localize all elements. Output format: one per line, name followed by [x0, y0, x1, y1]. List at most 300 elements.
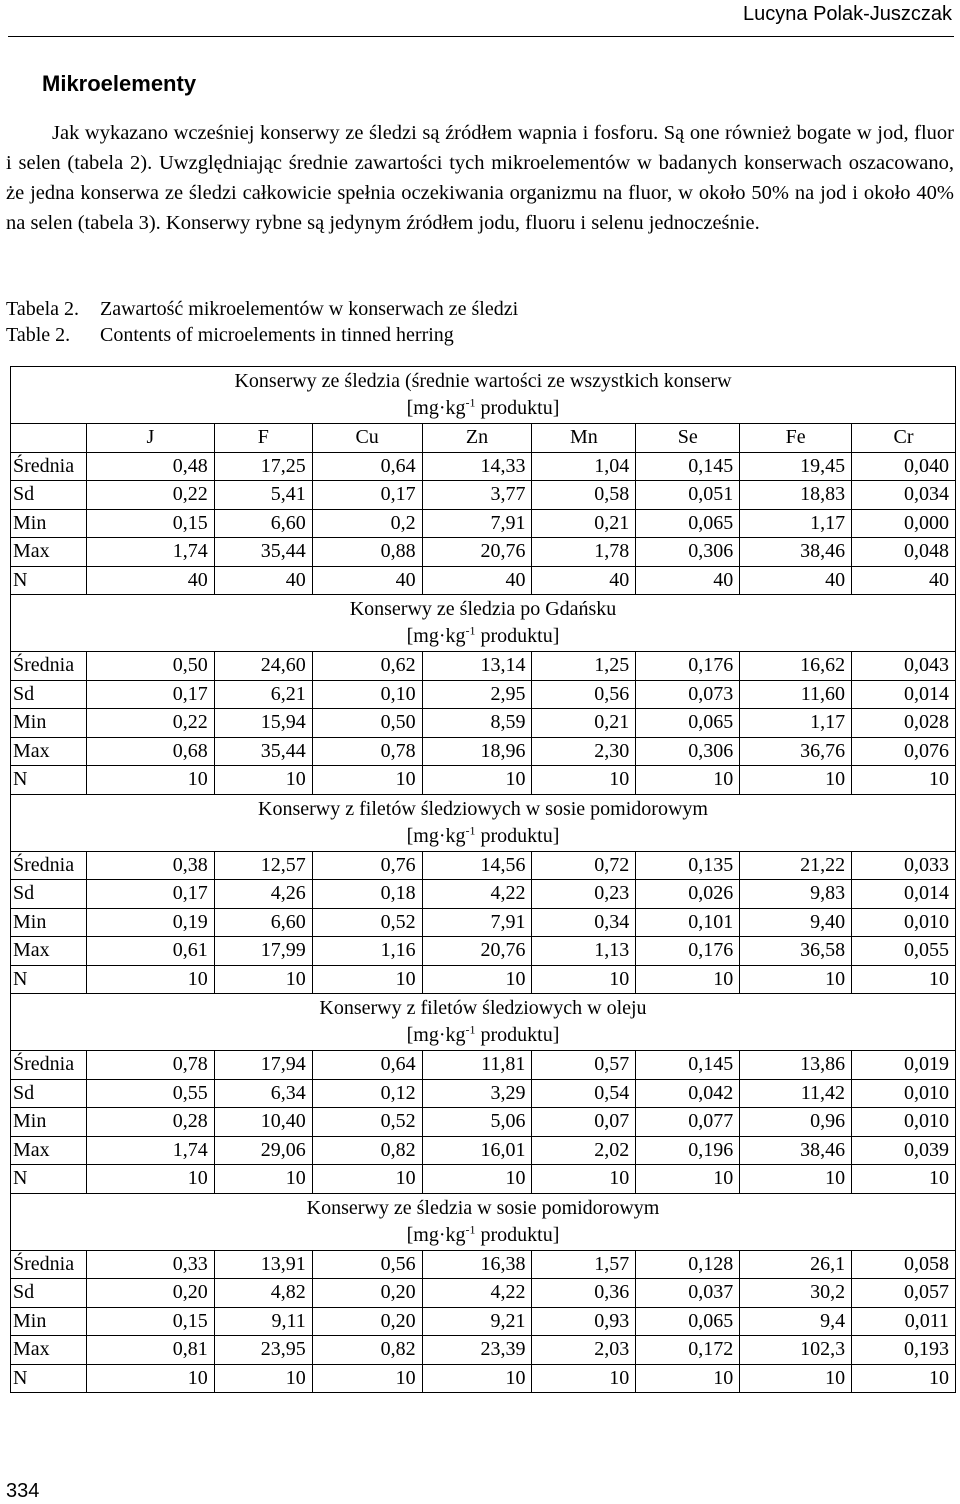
row-label: Średnia	[11, 1051, 87, 1080]
table-cell: 10	[636, 1165, 740, 1194]
table-cell: 10	[636, 1364, 740, 1393]
table-cell: 6,60	[214, 908, 312, 937]
unit-prefix: [mg·kg	[406, 824, 466, 847]
row-label: Średnia	[11, 652, 87, 681]
table-cell: 0,196	[636, 1136, 740, 1165]
unit-prefix: [mg·kg	[406, 1024, 466, 1046]
table-cell: 0,07	[532, 1108, 636, 1137]
table-cell: 40	[532, 566, 636, 595]
group-header-row	[11, 1193, 956, 1250]
table-cell: 40	[312, 566, 422, 595]
table-cell: 10	[852, 1364, 956, 1393]
table-cell: 0,039	[852, 1136, 956, 1165]
table-cell: 0,145	[636, 452, 740, 481]
running-header-author: Lucyna Polak-Juszczak	[743, 3, 952, 25]
table-row	[11, 538, 956, 567]
header-rule	[8, 36, 954, 37]
table-cell: 1,17	[740, 709, 852, 738]
table-cell: 0,076	[852, 737, 956, 766]
table-cell: 0,2	[312, 509, 422, 538]
table-cell: 0,72	[532, 851, 636, 880]
table-cell: 13,86	[740, 1051, 852, 1080]
column-header-fe: Fe	[740, 424, 852, 453]
row-label: Max	[11, 1336, 87, 1365]
table-cell: 10	[214, 1165, 312, 1194]
table-cell: 38,46	[740, 1136, 852, 1165]
table-cell: 0,82	[312, 1136, 422, 1165]
table-cell: 0,21	[532, 509, 636, 538]
table-cell: 0,22	[86, 709, 214, 738]
table-cell: 17,25	[214, 452, 312, 481]
unit-superscript: -1	[465, 1221, 476, 1236]
table-row	[11, 709, 956, 738]
body-paragraph	[6, 118, 954, 238]
table-cell: 29,06	[214, 1136, 312, 1165]
table-cell: 4,26	[214, 880, 312, 909]
table-cell: 3,77	[422, 481, 532, 510]
table-cell: 10	[214, 965, 312, 994]
unit-prefix: [mg·kg	[406, 625, 466, 647]
table-cell: 10	[214, 1364, 312, 1393]
table-cell: 0,010	[852, 1108, 956, 1137]
row-label: Max	[11, 737, 87, 766]
table-cell: 9,83	[740, 880, 852, 909]
table-cell: 6,34	[214, 1079, 312, 1108]
table-cell: 1,16	[312, 937, 422, 966]
table-cell: 19,45	[740, 452, 852, 481]
group-title: Konserwy z filetów śledziowych w sosie pomidorowym	[258, 797, 708, 820]
table-cell: 0,042	[636, 1079, 740, 1108]
table-cell: 10	[312, 1364, 422, 1393]
caption-pl-text: Zawartość mikroelementów w konserwach ze śledzi	[100, 298, 519, 320]
unit-prefix: [mg·kg	[406, 397, 466, 419]
table-cell: 0,68	[86, 737, 214, 766]
table-cell: 40	[86, 566, 214, 595]
table-cell: 0,014	[852, 680, 956, 709]
group-unit	[11, 623, 955, 650]
table-cell: 0,055	[852, 937, 956, 966]
row-label: N	[11, 1364, 87, 1393]
table-cell: 0,028	[852, 709, 956, 738]
table-cell: 0,145	[636, 1051, 740, 1080]
unit-superscript: -1	[465, 395, 476, 410]
table-cell: 0,64	[312, 1051, 422, 1080]
row-label: Max	[11, 937, 87, 966]
table-cell: 0,057	[852, 1279, 956, 1308]
table-cell: 20,76	[422, 538, 532, 567]
table-cell: 0,014	[852, 880, 956, 909]
table-row	[11, 452, 956, 481]
column-header-cu: Cu	[312, 424, 422, 453]
unit-superscript: -1	[465, 1022, 476, 1037]
unit-superscript: -1	[465, 822, 476, 837]
row-label: Max	[11, 538, 87, 567]
table-cell: 0,22	[86, 481, 214, 510]
table-cell: 10	[532, 1364, 636, 1393]
group-unit	[11, 823, 955, 850]
table-row	[11, 1336, 956, 1365]
table-cell: 0,50	[86, 652, 214, 681]
row-label: N	[11, 1165, 87, 1194]
table-cell: 10	[740, 1364, 852, 1393]
table-cell: 12,57	[214, 851, 312, 880]
table-row	[11, 766, 956, 795]
row-label: Min	[11, 1307, 87, 1336]
row-label: N	[11, 566, 87, 595]
row-label: Min	[11, 908, 87, 937]
table-cell: 0,76	[312, 851, 422, 880]
table-cell: 0,128	[636, 1250, 740, 1279]
table-cell: 0,172	[636, 1336, 740, 1365]
table-row	[11, 851, 956, 880]
table-cell: 0,93	[532, 1307, 636, 1336]
column-header-j: J	[86, 424, 214, 453]
table-cell: 10	[312, 766, 422, 795]
table-row	[11, 1165, 956, 1194]
table-cell: 21,22	[740, 851, 852, 880]
table-cell: 0,82	[312, 1336, 422, 1365]
table-row	[11, 1108, 956, 1137]
table-cell: 0,33	[86, 1250, 214, 1279]
table-cell: 1,74	[86, 1136, 214, 1165]
table-cell: 0,50	[312, 709, 422, 738]
column-header-mn: Mn	[532, 424, 636, 453]
unit-superscript: -1	[465, 623, 476, 638]
table-cell: 23,39	[422, 1336, 532, 1365]
table-cell: 36,58	[740, 937, 852, 966]
section-title: Mikroelementy	[42, 71, 197, 96]
unit-suffix: produktu]	[475, 824, 560, 847]
table-cell: 9,40	[740, 908, 852, 937]
page-number: 334	[6, 1480, 40, 1502]
group-header-row	[11, 794, 956, 851]
table-cell: 0,34	[532, 908, 636, 937]
table-cell: 10	[422, 965, 532, 994]
table-cell: 9,4	[740, 1307, 852, 1336]
table-cell: 10	[532, 965, 636, 994]
table-cell: 0,20	[312, 1279, 422, 1308]
table-cell: 30,2	[740, 1279, 852, 1308]
group-unit	[11, 1222, 955, 1249]
table-cell: 1,74	[86, 538, 214, 567]
unit-prefix: [mg·kg	[406, 1223, 466, 1246]
group-header-cell	[11, 1193, 956, 1250]
table-cell: 0,101	[636, 908, 740, 937]
table-cell: 0,135	[636, 851, 740, 880]
table-cell: 2,95	[422, 680, 532, 709]
table-cell: 10	[214, 766, 312, 795]
table-cell: 0,034	[852, 481, 956, 510]
table-cell: 0,000	[852, 509, 956, 538]
table-cell: 16,38	[422, 1250, 532, 1279]
paragraph-text: Jak wykazano wcześniej konserwy ze śledzi są źródłem wapnia i fosforu. Są one również bogate w jod, fluor i selen (tabela 2). Uwzględniając średnie zawartości tych mikroelementów w badanych konserwach oszacowano, że jedna konserwa ze śledzi całkowicie spełnia oczekiwania organizmu na fluor, w około 50% na jod i około 40% na selen (tabela 3). Konserwy rybne są jedynym źródłem jodu, fluoru i selenu jednocześnie.	[6, 122, 954, 234]
group-title: Konserwy ze śledzia po Gdańsku	[349, 598, 617, 620]
table-cell: 0,54	[532, 1079, 636, 1108]
table-cell: 40	[852, 566, 956, 595]
table-cell: 40	[214, 566, 312, 595]
row-label: Max	[11, 1136, 87, 1165]
table-row	[11, 908, 956, 937]
group-header-cell	[11, 595, 956, 652]
table-cell: 0,17	[312, 481, 422, 510]
table-cell: 10	[422, 1165, 532, 1194]
table-row	[11, 965, 956, 994]
group-unit	[11, 1022, 955, 1049]
table-cell: 40	[636, 566, 740, 595]
row-label: Średnia	[11, 851, 87, 880]
group-header-row	[11, 595, 956, 652]
table-cell: 0,88	[312, 538, 422, 567]
table-row	[11, 566, 956, 595]
table-cell: 10	[740, 766, 852, 795]
group-header-row	[11, 367, 956, 424]
table-row	[11, 1136, 956, 1165]
table-cell: 35,44	[214, 538, 312, 567]
table-cell: 0,043	[852, 652, 956, 681]
microelements-table	[10, 366, 956, 1393]
table-cell: 10	[852, 766, 956, 795]
table-cell: 0,040	[852, 452, 956, 481]
table-row	[11, 481, 956, 510]
table-cell: 0,56	[532, 680, 636, 709]
table-cell: 1,13	[532, 937, 636, 966]
table-cell: 0,48	[86, 452, 214, 481]
table-cell: 40	[422, 566, 532, 595]
table-cell: 10	[740, 1165, 852, 1194]
table-cell: 0,15	[86, 1307, 214, 1336]
table-cell: 2,02	[532, 1136, 636, 1165]
table-cell: 0,306	[636, 538, 740, 567]
table-cell: 20,76	[422, 937, 532, 966]
table-cell: 7,91	[422, 509, 532, 538]
table-cell: 13,91	[214, 1250, 312, 1279]
table-cell: 11,42	[740, 1079, 852, 1108]
table-cell: 0,52	[312, 908, 422, 937]
table-cell: 10	[852, 965, 956, 994]
table-cell: 7,91	[422, 908, 532, 937]
table-cell: 0,010	[852, 1079, 956, 1108]
table-cell: 10	[532, 1165, 636, 1194]
row-label: Sd	[11, 680, 87, 709]
table-cell: 40	[740, 566, 852, 595]
table-row	[11, 737, 956, 766]
group-title: Konserwy z filetów śledziowych w oleju	[319, 997, 647, 1019]
table-cell: 0,065	[636, 709, 740, 738]
row-label: Sd	[11, 1279, 87, 1308]
row-label: Sd	[11, 1079, 87, 1108]
table-cell: 10	[86, 965, 214, 994]
column-header-blank	[11, 424, 87, 453]
group-header-row	[11, 994, 956, 1051]
table-cell: 0,55	[86, 1079, 214, 1108]
table-cell: 13,14	[422, 652, 532, 681]
table-row	[11, 937, 956, 966]
table-cell: 0,306	[636, 737, 740, 766]
row-label: Sd	[11, 481, 87, 510]
table-cell: 0,62	[312, 652, 422, 681]
table-cell: 15,94	[214, 709, 312, 738]
column-header-zn: Zn	[422, 424, 532, 453]
table-cell: 3,29	[422, 1079, 532, 1108]
table-cell: 10	[532, 766, 636, 795]
table-cell: 0,12	[312, 1079, 422, 1108]
table-cell: 14,56	[422, 851, 532, 880]
table-cell: 8,59	[422, 709, 532, 738]
table-row	[11, 880, 956, 909]
table-cell: 0,010	[852, 908, 956, 937]
table-cell: 1,57	[532, 1250, 636, 1279]
column-header-f: F	[214, 424, 312, 453]
table-cell: 16,62	[740, 652, 852, 681]
table-row	[11, 1307, 956, 1336]
table-cell: 0,38	[86, 851, 214, 880]
row-label: Średnia	[11, 452, 87, 481]
table-cell: 5,41	[214, 481, 312, 510]
table-cell: 0,10	[312, 680, 422, 709]
table-cell: 0,033	[852, 851, 956, 880]
table-cell: 0,28	[86, 1108, 214, 1137]
caption-en-label: Table 2.	[6, 324, 71, 346]
row-label: Min	[11, 509, 87, 538]
table-cell: 0,78	[86, 1051, 214, 1080]
table-cell: 2,03	[532, 1336, 636, 1365]
group-header-cell	[11, 367, 956, 424]
column-header-cr: Cr	[852, 424, 956, 453]
table-cell: 0,19	[86, 908, 214, 937]
table-cell: 4,22	[422, 880, 532, 909]
table-cell: 17,99	[214, 937, 312, 966]
table-row	[11, 1250, 956, 1279]
table-cell: 10	[86, 1165, 214, 1194]
table-cell: 0,23	[532, 880, 636, 909]
table-cell: 0,20	[86, 1279, 214, 1308]
table-cell: 0,57	[532, 1051, 636, 1080]
table-cell: 17,94	[214, 1051, 312, 1080]
table-cell: 0,18	[312, 880, 422, 909]
table-cell: 0,048	[852, 538, 956, 567]
table-cell: 10	[852, 1165, 956, 1194]
table-cell: 0,176	[636, 937, 740, 966]
table-cell: 0,176	[636, 652, 740, 681]
table-cell: 38,46	[740, 538, 852, 567]
table-cell: 9,21	[422, 1307, 532, 1336]
table-cell: 0,78	[312, 737, 422, 766]
group-title: Konserwy ze śledzia w sosie pomidorowym	[306, 1196, 660, 1219]
table-cell: 6,21	[214, 680, 312, 709]
table-cell: 10	[422, 1364, 532, 1393]
unit-suffix: produktu]	[475, 1024, 560, 1046]
table-cell: 11,81	[422, 1051, 532, 1080]
table-cell: 1,78	[532, 538, 636, 567]
table-row	[11, 680, 956, 709]
table-cell: 35,44	[214, 737, 312, 766]
table-cell: 0,52	[312, 1108, 422, 1137]
table-cell: 0,058	[852, 1250, 956, 1279]
table-row	[11, 652, 956, 681]
table-cell: 10	[422, 766, 532, 795]
table-cell: 0,065	[636, 509, 740, 538]
unit-suffix: produktu]	[475, 397, 560, 419]
table-cell: 102,3	[740, 1336, 852, 1365]
table-cell: 23,95	[214, 1336, 312, 1365]
table-row	[11, 509, 956, 538]
table-cell: 11,60	[740, 680, 852, 709]
unit-suffix: produktu]	[475, 1223, 560, 1246]
row-label: Min	[11, 1108, 87, 1137]
table-cell: 0,17	[86, 680, 214, 709]
table-cell: 5,06	[422, 1108, 532, 1137]
table-cell: 1,25	[532, 652, 636, 681]
caption-en-text: Contents of microelements in tinned herring	[100, 324, 454, 346]
group-header-cell	[11, 794, 956, 851]
table-cell: 18,96	[422, 737, 532, 766]
column-header-se: Se	[636, 424, 740, 453]
table-row	[11, 1279, 956, 1308]
table-cell: 10	[86, 1364, 214, 1393]
group-header-cell	[11, 994, 956, 1051]
group-title: Konserwy ze śledzia (średnie wartości ze wszystkich konserw	[234, 370, 732, 392]
row-label: Średnia	[11, 1250, 87, 1279]
table-caption-pl	[6, 296, 518, 322]
table-cell: 10,40	[214, 1108, 312, 1137]
table-cell: 16,01	[422, 1136, 532, 1165]
table-cell: 0,58	[532, 481, 636, 510]
table-cell: 2,30	[532, 737, 636, 766]
table-row	[11, 1364, 956, 1393]
table-cell: 0,065	[636, 1307, 740, 1336]
table-body	[11, 367, 956, 1393]
table-cell: 0,36	[532, 1279, 636, 1308]
row-label: Min	[11, 709, 87, 738]
table-cell: 0,077	[636, 1108, 740, 1137]
unit-suffix: produktu]	[475, 625, 560, 647]
table-cell: 0,193	[852, 1336, 956, 1365]
table-cell: 0,20	[312, 1307, 422, 1336]
table-cell: 0,17	[86, 880, 214, 909]
table-cell: 10	[312, 1165, 422, 1194]
table-cell: 9,11	[214, 1307, 312, 1336]
table-cell: 0,037	[636, 1279, 740, 1308]
table-cell: 0,15	[86, 509, 214, 538]
table-cell: 10	[636, 766, 740, 795]
row-label: Sd	[11, 880, 87, 909]
group-unit	[11, 395, 955, 422]
table-cell: 0,56	[312, 1250, 422, 1279]
column-header-row	[11, 424, 956, 453]
table-cell: 10	[636, 965, 740, 994]
table-cell: 0,61	[86, 937, 214, 966]
table-caption-en	[6, 322, 454, 348]
caption-pl-label: Tabela 2.	[6, 298, 80, 320]
table-cell: 0,019	[852, 1051, 956, 1080]
table-row	[11, 1051, 956, 1080]
table-cell: 10	[86, 766, 214, 795]
table-cell: 0,011	[852, 1307, 956, 1336]
table-row	[11, 1079, 956, 1108]
table-cell: 0,026	[636, 880, 740, 909]
table-cell: 1,04	[532, 452, 636, 481]
table-cell: 4,22	[422, 1279, 532, 1308]
table-cell: 10	[312, 965, 422, 994]
table-cell: 0,96	[740, 1108, 852, 1137]
table-cell: 24,60	[214, 652, 312, 681]
table-cell: 10	[740, 965, 852, 994]
table-cell: 14,33	[422, 452, 532, 481]
table-cell: 26,1	[740, 1250, 852, 1279]
table-cell: 4,82	[214, 1279, 312, 1308]
table-cell: 0,64	[312, 452, 422, 481]
table-cell: 6,60	[214, 509, 312, 538]
